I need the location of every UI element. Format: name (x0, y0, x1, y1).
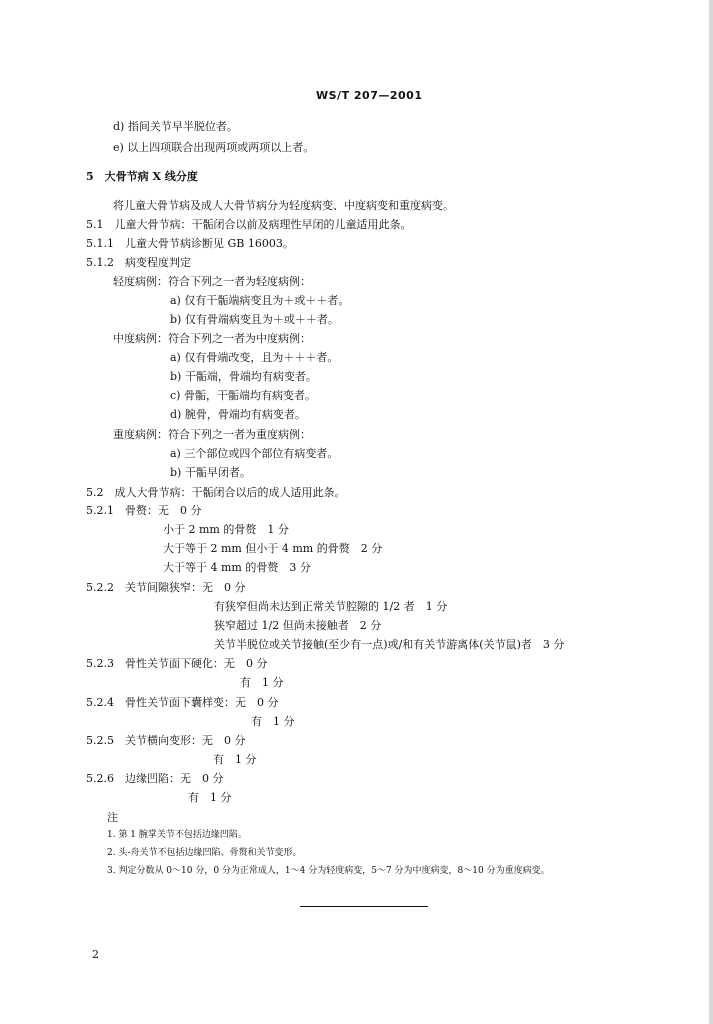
section-5-heading: 5 大骨节病 X 线分度 (86, 170, 198, 183)
clause-5-2-5-line-1: 有 1 分 (213, 753, 257, 766)
mild-item-b: b) 仅有骨端病变且为＋或＋＋者。 (170, 313, 339, 326)
clause-5-2-3-line-1: 有 1 分 (240, 676, 284, 689)
clause-5-1-2: 5.1.2 病变程度判定 (86, 256, 191, 269)
clause-5-2-1-line-2: 大于等于 2 mm 但小于 4 mm 的骨赘 2 分 (163, 542, 383, 555)
note-1: 1. 第 1 腕掌关节不包括边缘凹陷。 (107, 830, 247, 840)
end-rule (300, 906, 428, 907)
standard-number-header: WS/T 207—2001 (316, 89, 423, 102)
clause-5-2-4: 5.2.4 骨性关节面下囊样变：无 0 分 (86, 696, 279, 709)
mild-item-a: a) 仅有干骺端病变且为＋或＋＋者。 (170, 294, 350, 307)
notes-label: 注 (107, 811, 118, 824)
clause-5-1-1: 5.1.1 儿童大骨节病诊断见 GB 16003。 (86, 237, 294, 250)
clause-5-2-6: 5.2.6 边缘凹陷：无 0 分 (86, 772, 224, 785)
section-5-intro: 将儿童大骨节病及成人大骨节病分为轻度病变、中度病变和重度病变。 (113, 199, 454, 212)
clause-5-2-6-line-1: 有 1 分 (188, 791, 232, 804)
clause-5-2-2-line-1: 有狭窄但尚未达到正常关节腔隙的 1/2 者 1 分 (214, 600, 448, 613)
mild-title: 轻度病例：符合下列之一者为轻度病例： (113, 275, 311, 288)
clause-5-2-5: 5.2.5 关节横向变形：无 0 分 (86, 734, 246, 747)
clause-5-1: 5.1 儿童大骨节病：干骺闭合以前及病理性早闭的儿童适用此条。 (86, 218, 412, 231)
note-2: 2. 头-舟关节不包括边缘凹陷、骨赘和关节变形。 (107, 848, 302, 858)
clause-5-2-2-line-3: 关节半脱位或关节接触(至少有一点)或/和有关节游离体(关节鼠)者 3 分 (214, 638, 565, 651)
clause-5-2: 5.2 成人大骨节病：干骺闭合以后的成人适用此条。 (86, 486, 346, 499)
severe-item-b: b) 干骺早闭者。 (170, 466, 251, 479)
page-number: 2 (92, 948, 99, 961)
clause-5-2-2: 5.2.2 关节间隙狭窄：无 0 分 (86, 581, 246, 594)
list-item-d: d) 指间关节早半脱位者。 (113, 120, 238, 133)
severe-title: 重度病例：符合下列之一者为重度病例： (113, 428, 311, 441)
clause-5-2-4-line-1: 有 1 分 (251, 715, 295, 728)
scan-edge (709, 0, 713, 1024)
severe-item-a: a) 三个部位或四个部位有病变者。 (170, 447, 339, 460)
clause-5-2-1-line-3: 大于等于 4 mm 的骨赘 3 分 (163, 561, 311, 574)
clause-5-2-1: 5.2.1 骨赘：无 0 分 (86, 504, 202, 517)
note-3: 3. 判定分数从 0～10 分，0 分为正常成人，1～4 分为轻度病变，5～7 分为中度病变，8～10 分为重度病变。 (107, 866, 550, 876)
clause-5-2-1-line-1: 小于 2 mm 的骨赘 1 分 (163, 523, 289, 536)
list-item-e: e) 以上四项联合出现两项或两项以上者。 (113, 141, 315, 154)
moderate-item-c: c) 骨骺，干骺端均有病变者。 (170, 389, 316, 402)
moderate-item-b: b) 干骺端，骨端均有病变者。 (170, 370, 317, 383)
clause-5-2-2-line-2: 狭窄超过 1/2 但尚未接触者 2 分 (214, 619, 382, 632)
moderate-item-a: a) 仅有骨端改变，且为＋＋＋者。 (170, 351, 339, 364)
clause-5-2-3: 5.2.3 骨性关节面下硬化：无 0 分 (86, 657, 268, 670)
moderate-item-d: d) 腕骨，骨端均有病变者。 (170, 408, 306, 421)
moderate-title: 中度病例：符合下列之一者为中度病例： (113, 332, 311, 345)
